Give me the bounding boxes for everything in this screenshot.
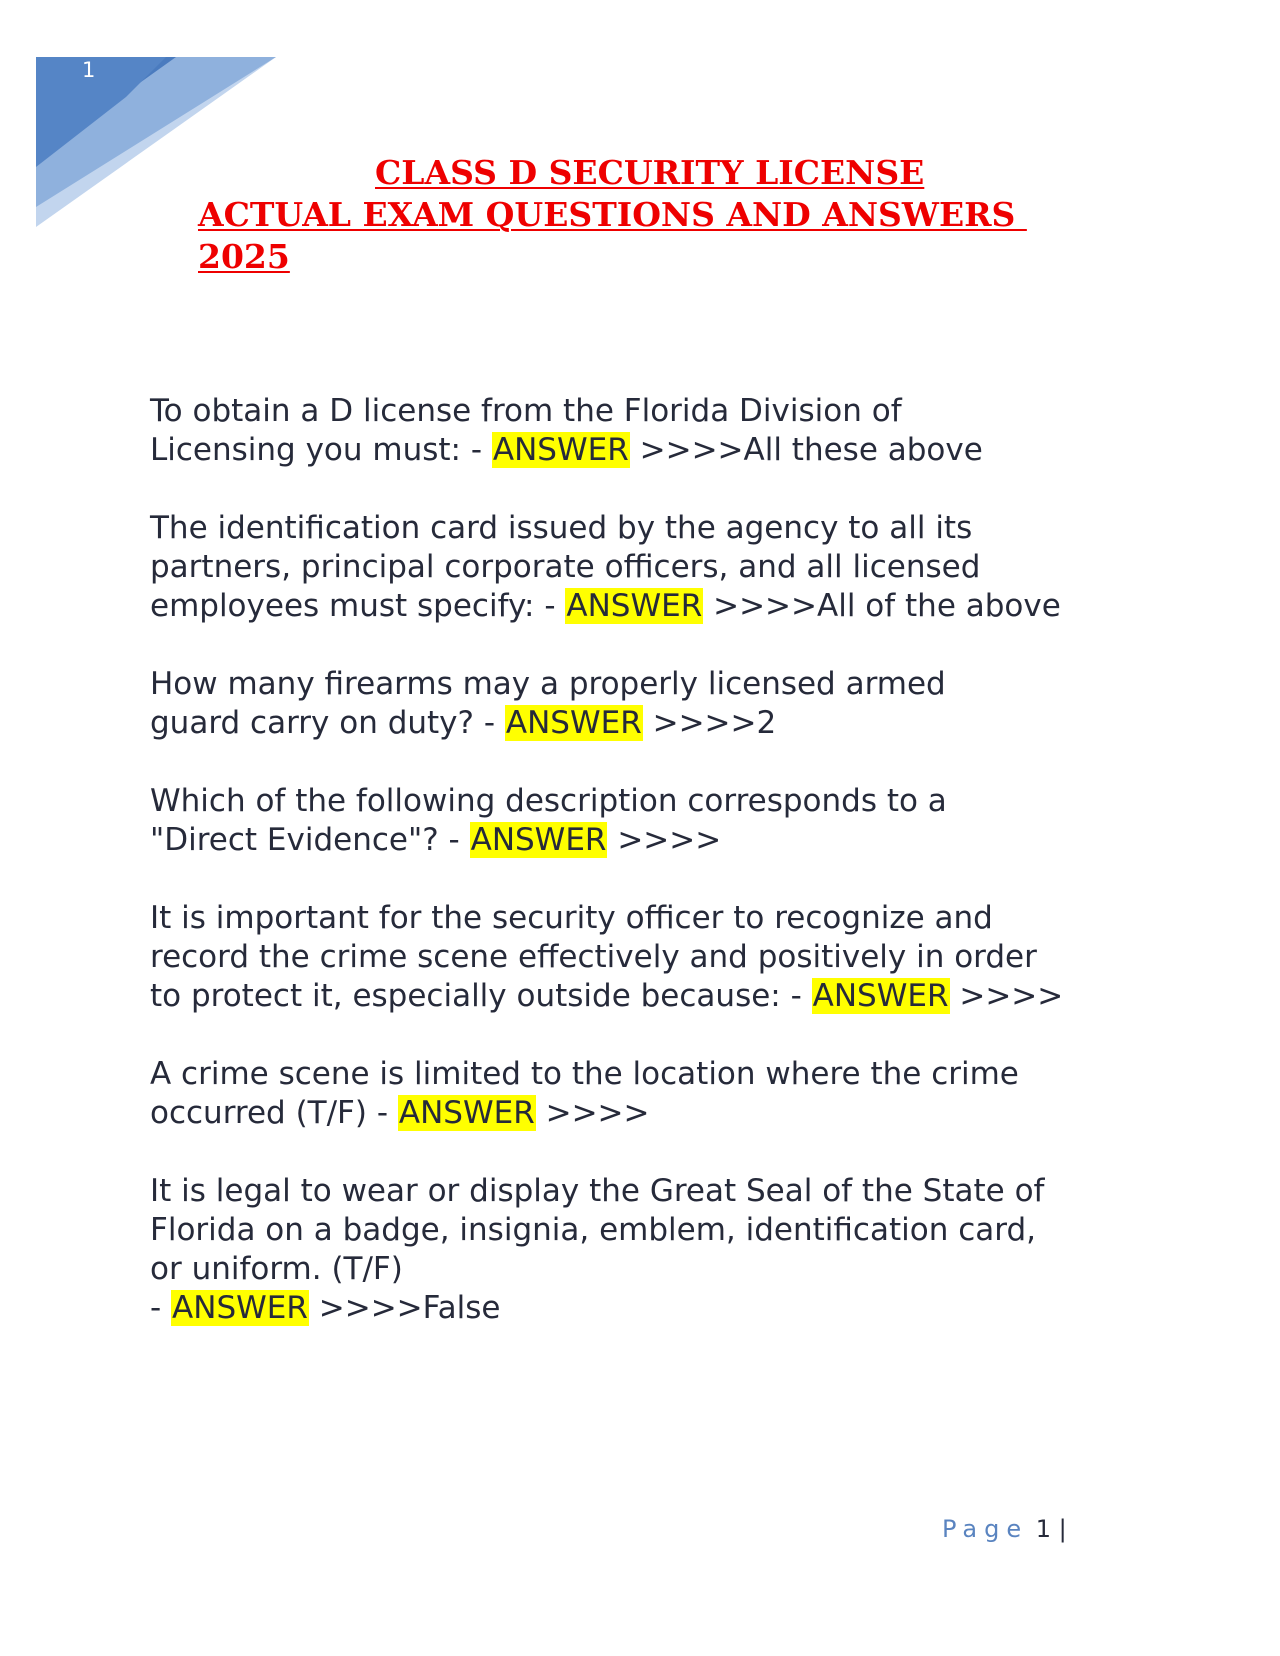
qa-item-1 [150,392,1160,470]
corner-page-number: 1 [82,58,96,82]
footer-page-word: Page [942,1515,1029,1543]
title-line-3: 2025 [198,237,290,276]
question-answer-line [150,1289,1160,1328]
question-line: partners, principal corporate officers, and all licensed [150,549,981,585]
question-answer-line [150,704,1160,743]
question-tail: Licensing you must: - [150,432,492,468]
answer-text: >>>> [535,1095,650,1131]
question-line: or uniform. (T/F) [150,1251,403,1287]
qa-item-2 [150,509,1160,626]
answer-label-highlight: ANSWER [812,978,949,1014]
answer-text: >>>>2 [642,705,777,741]
question-line: Which of the following description corresponds to a [150,783,947,819]
question-tail: - [150,1290,172,1326]
page-footer [942,1515,1067,1543]
answer-text: >>>> [949,978,1064,1014]
qa-item-7 [150,1172,1160,1328]
title-line-1: CLASS D SECURITY LICENSE [375,153,925,192]
answer-text: >>>>All these above [629,432,983,468]
qa-item-5 [150,899,1160,1016]
answer-text: >>>> [607,822,722,858]
question-answer-line [150,431,1160,470]
question-line: The identification card issued by the agency to all its [150,510,973,546]
question-answer-line [150,977,1160,1016]
question-line: To obtain a D license from the Florida Division of [150,393,902,429]
title-line-2: ACTUAL EXAM QUESTIONS AND ANSWERS [198,195,1027,234]
qa-list [150,392,1160,1367]
question-tail: to protect it, especially outside because: - [150,978,812,1014]
answer-label-highlight: ANSWER [505,705,642,741]
question-answer-line [150,821,1160,860]
answer-label-highlight: ANSWER [172,1290,308,1326]
qa-item-6 [150,1055,1160,1133]
question-line: How many firearms may a properly licensed armed [150,666,946,702]
question-line: A crime scene is limited to the location where the crime [150,1056,1019,1092]
qa-item-4 [150,782,1160,860]
answer-text: >>>>False [308,1290,501,1326]
footer-page-number: 1 [1035,1515,1052,1543]
answer-text: >>>>All of the above [703,588,1061,624]
answer-label-highlight: ANSWER [566,588,703,624]
question-line: record the crime scene effectively and positively in order [150,939,1037,975]
question-tail: guard carry on duty? - [150,705,505,741]
question-tail: employees must specify: - [150,588,566,624]
footer-separator: | [1058,1515,1067,1543]
question-line: It is important for the security officer to recognize and [150,900,993,936]
question-line: It is legal to wear or display the Great Seal of the State of [150,1173,1045,1209]
answer-label-highlight: ANSWER [470,822,607,858]
question-tail: "Direct Evidence"? - [150,822,470,858]
question-answer-line [150,1094,1160,1133]
question-answer-line [150,587,1160,626]
question-line: Florida on a badge, insignia, emblem, identification card, [150,1212,1036,1248]
answer-label-highlight: ANSWER [398,1095,535,1131]
qa-item-3 [150,665,1160,743]
answer-label-highlight: ANSWER [492,432,629,468]
question-tail: occurred (T/F) - [150,1095,398,1131]
